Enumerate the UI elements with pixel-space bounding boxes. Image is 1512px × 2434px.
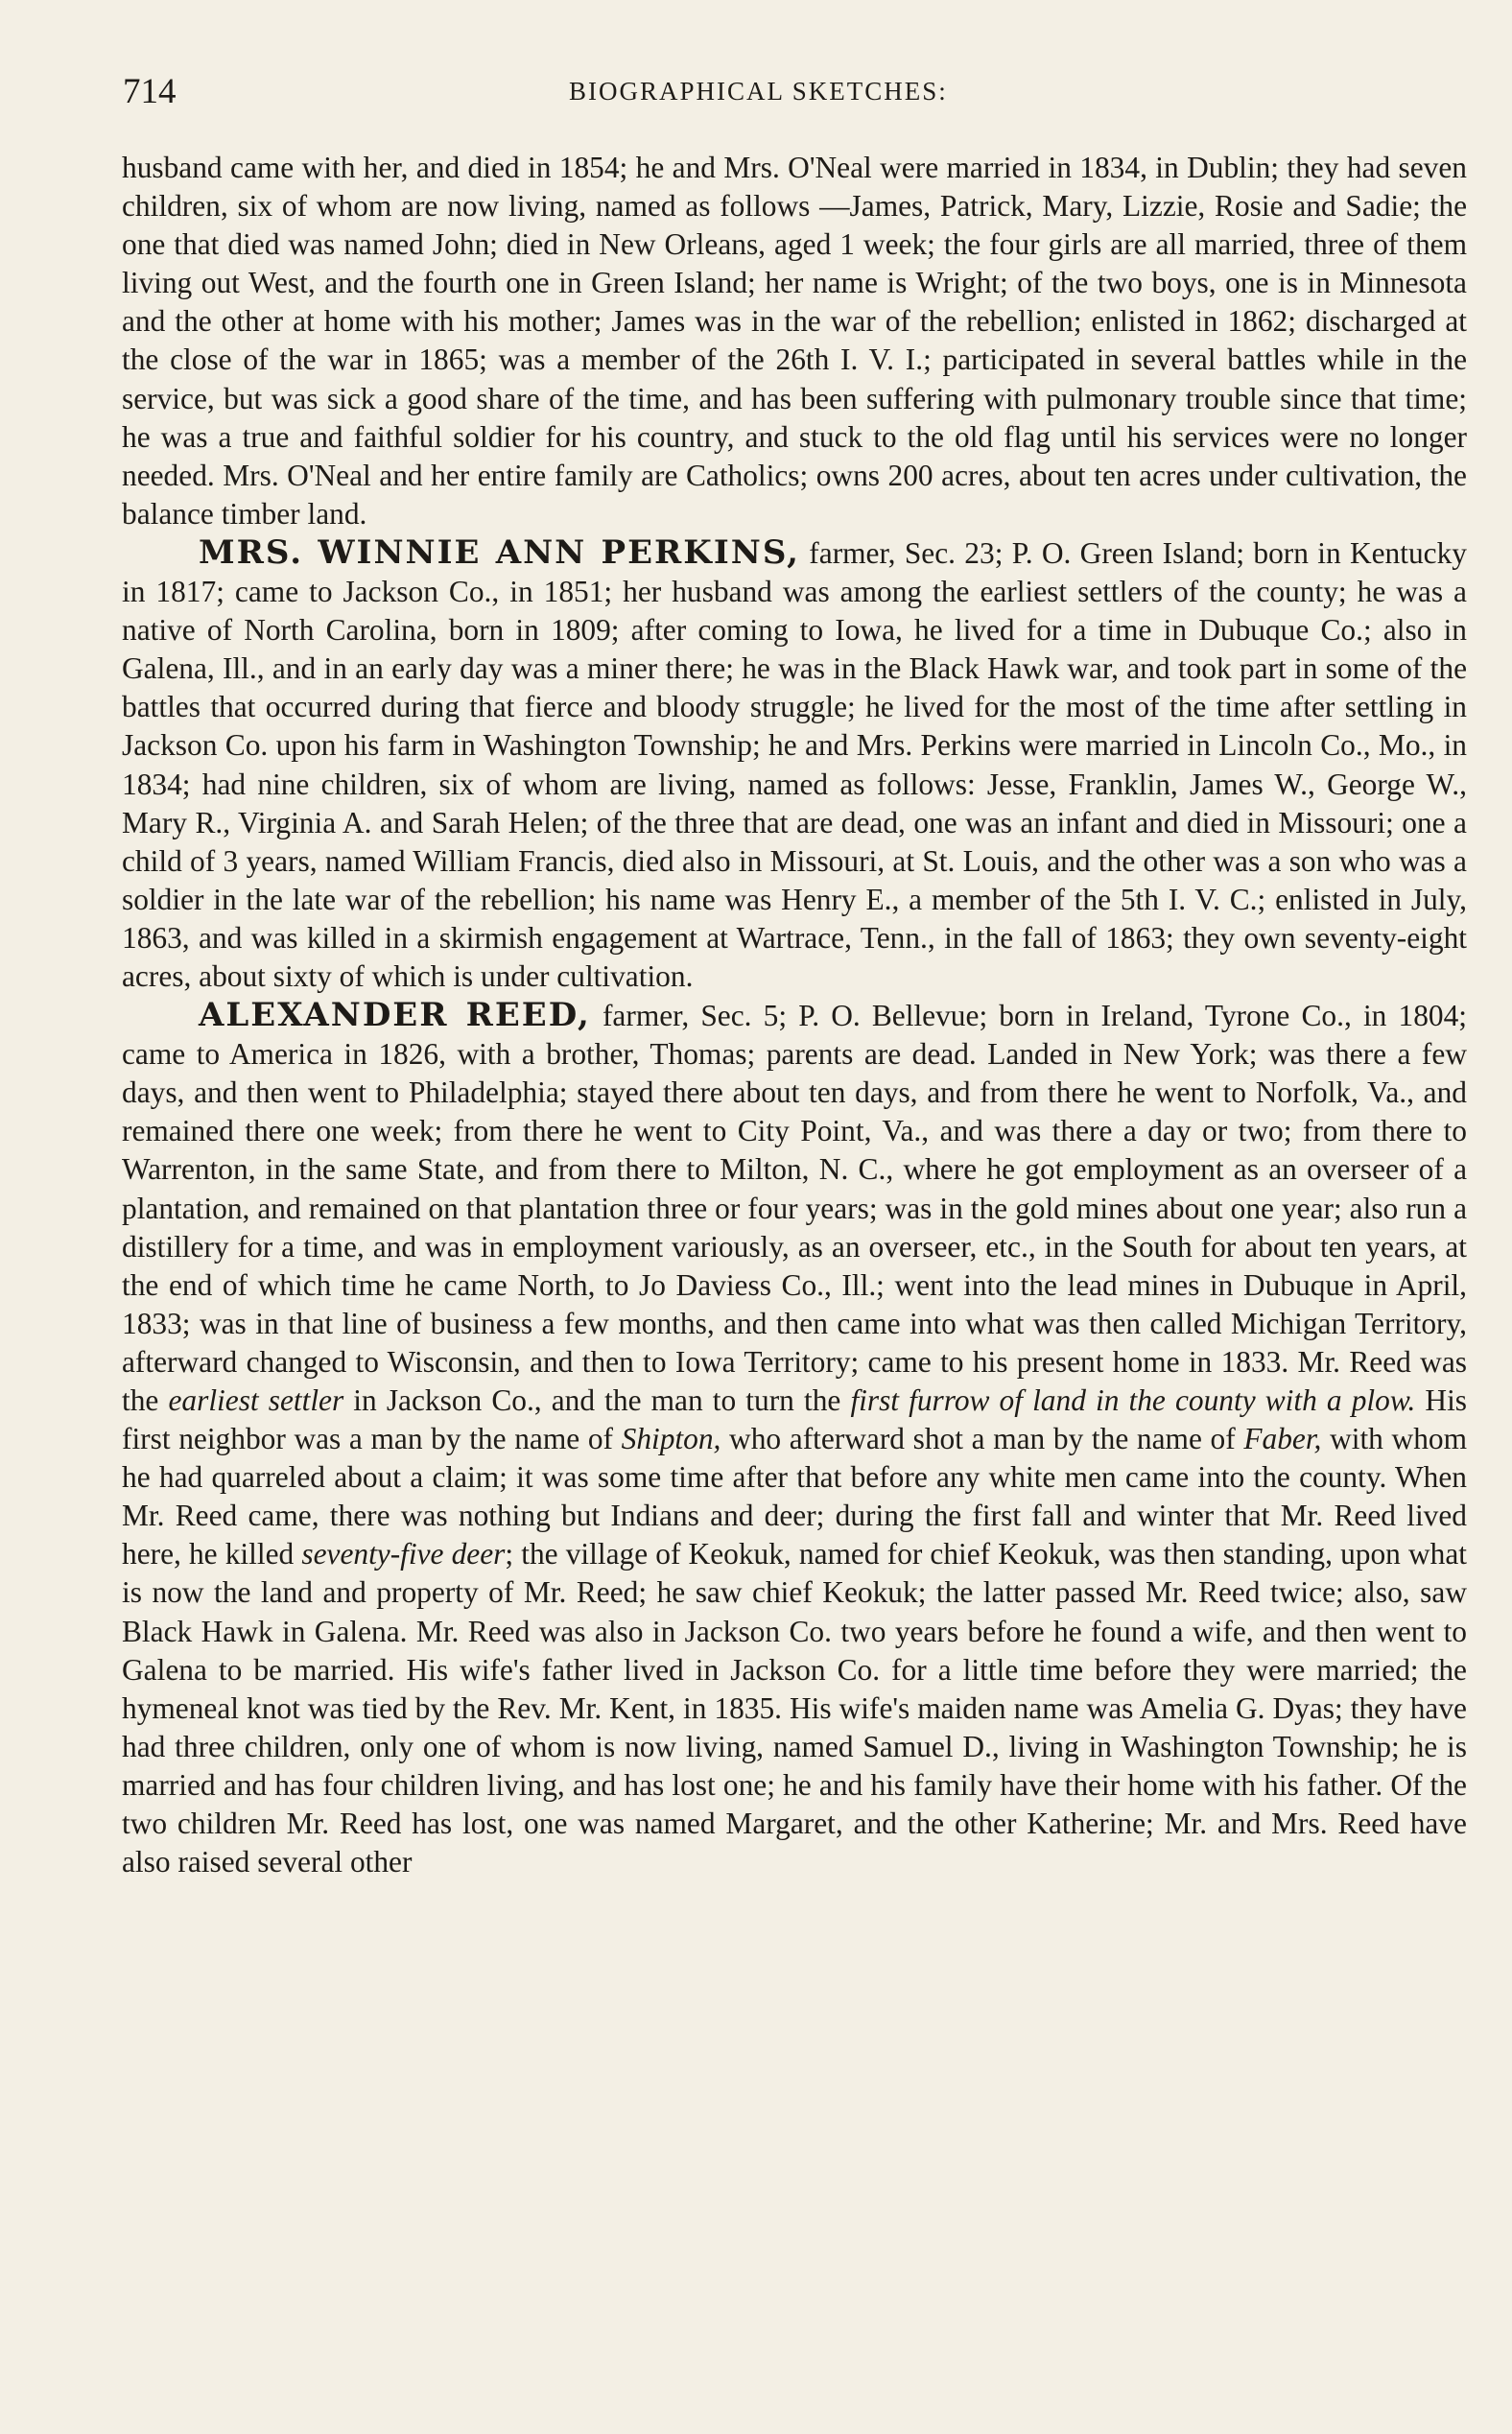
entry-name: ALEXANDER REED,	[199, 996, 591, 1035]
emphasis-text: Shipton,	[621, 1422, 721, 1456]
biography-entry-reed	[122, 996, 1467, 1881]
emphasis-text: first furrow of land in the county with a plow.	[850, 1383, 1416, 1417]
entry-text: farmer, Sec. 5; P. O. Bellevue; born in Ireland, Tyrone Co., in 1804; came to America in 1826, with a brother, Thomas; parents are dead. Landed in New York; was there a few days, and then went to Philadelphia; stayed there about ten days, and from there he went to Norfolk, Va., and remained there one week; from there he went to City Point, Va., and was there a day or two; from there to Warrenton, in the same State, and from there to Milton, N. C., where he got employment as an overseer of a plantation, and remained on that plantation three or four years; was in the gold mines about one year; also run a distillery for a time, and was in employment variously, as an overseer, etc., in the South for about ten years, at the end of which time he came North, to Jo Daviess Co., Ill.; went into the lead mines in Dubuque in April, 1833; was in that line of business a few months, and then came into what was then called Michigan Territory, afterward changed to Wisconsin, and then to Iowa Territory; came to his present home in 1833. Mr. Reed was the	[122, 999, 1468, 1417]
page-header	[123, 71, 1466, 119]
entry-text: His first neighbor was a man by the name of	[122, 1383, 1468, 1456]
entry-text: who afterward shot a man by the name of	[721, 1422, 1244, 1456]
emphasis-text: earliest settler	[168, 1383, 344, 1417]
page-body	[122, 149, 1467, 1881]
entry-text: farmer, Sec. 23; P. O. Green Island; born in Kentucky in 1817; came to Jackson Co., in 1851; her husband was among the earliest settlers of the county; he was a native of North Carolina, born in 1809; after coming to Iowa, he lived for a time in Dubuque Co.; also in Galena, Ill., and in an early day was a miner there; he was in the Black Hawk war, and took part in some of the battles that occurred during that fierce and bloody struggle; he lived for the most of the time after settling in Jackson Co. upon his farm in Washington Township; he and Mrs. Perkins were married in Lincoln Co., Mo., in 1834; had nine children, six of whom are living, named as follows: Jesse, Franklin, James W., George W., Mary R., Virginia A. and Sarah Helen; of the three that are dead, one was an infant and died in Missouri; one a child of 3 years, named William Francis, died also in Missouri, at St. Louis, and the other was a son who was a soldier in the late war of the rebellion; his name was Henry E., a member of the 5th I. V. C.; enlisted in July, 1863, and was killed in a skirmish engagement at Wartrace, Tenn., in the fall of 1863; they own seventy-eight acres, about sixty of which is under cultivation.	[122, 535, 1467, 993]
running-head: BIOGRAPHICAL SKETCHES:	[569, 77, 948, 106]
page-number: 714	[123, 72, 177, 111]
continued-paragraph: husband came with her, and died in 1854; he and Mrs. O'Neal were married in 1834, in Dublin; they had seven children, six of whom are now living, named as follows —James, Patrick, Mary, Lizzie, Rosie and Sadie; the one that died was named John; died in New Orleans, aged 1 week; the four girls are all married, three of them living out West, and the fourth one in Green Island; her name is Wright; of the two boys, one is in Minnesota and the other at home with his mother; James was in the war of the rebellion; enlisted in 1862; discharged at the close of the war in 1865; was a member of the 26th I. V. I.; participated in several battles while in the service, but was sick a good share of the time, and has been suffering with pulmonary trouble since that time; he was a true and faithful soldier for his country, and stuck to the old flag until his services were no longer needed. Mrs. O'Neal and her entire family are Catholics; owns 200 acres, about ten acres under cultivation, the balance timber land.	[122, 151, 1467, 531]
entry-name: MRS. WINNIE ANN PERKINS,	[199, 532, 800, 572]
entry-text: ; the village of Keokuk, named for chief Keokuk, was then standing, upon what is now the land and property of Mr. Reed; he saw chief Keokuk; the latter passed Mr. Reed twice; also, saw Black Hawk in Galena. Mr. Reed was also in Jackson Co. two years before he found a wife, and then went to Galena to be married. His wife's father lived in Jackson Co. for a little time before they were married; the hymeneal knot was tied by the Rev. Mr. Kent, in 1835. His wife's maiden name was Amelia G. Dyas; they have had three children, only one of whom is now living, named Samuel D., living in Washington Township; he is married and has four children living, and has lost one; he and his family have their home with his father. Of the two children Mr. Reed has lost, one was named Margaret, and the other Katherine; Mr. and Mrs. Reed have also raised several other	[122, 1537, 1468, 1879]
biography-entry-perkins	[122, 533, 1467, 996]
entry-text: with whom he had quarreled about a claim; it was some time after that before any white men came into the county. When Mr. Reed came, there was nothing but Indians and deer; during the first fall and winter that Mr. Reed lived here, he killed	[122, 1422, 1467, 1571]
entry-text: in Jackson Co., and the man to turn the	[343, 1383, 851, 1417]
emphasis-text: seventy-five deer	[301, 1537, 506, 1571]
emphasis-text: Faber,	[1243, 1422, 1322, 1456]
